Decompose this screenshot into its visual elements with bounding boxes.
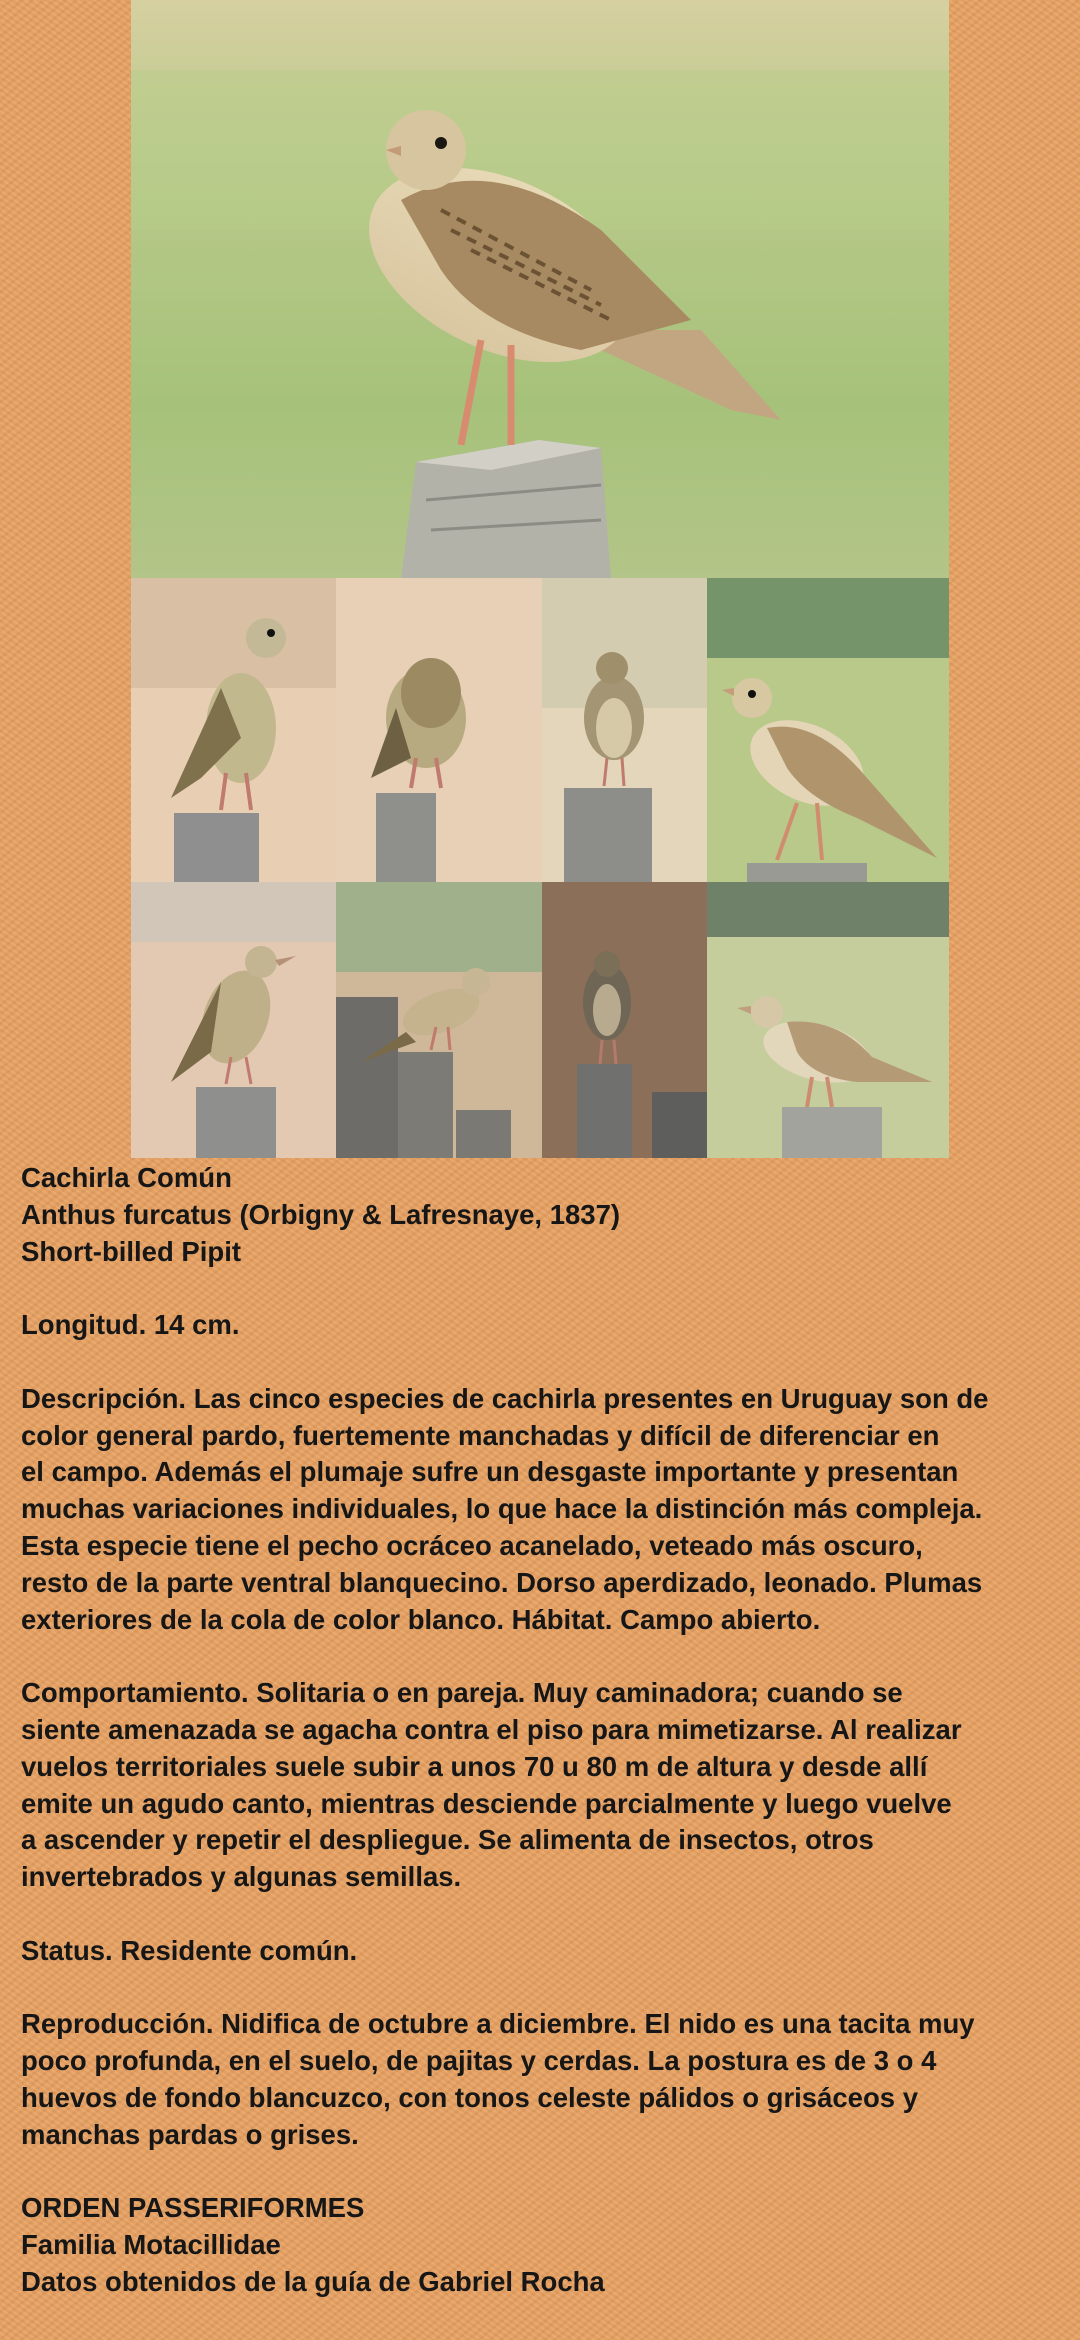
source-credit: Datos obtenidos de la guía de Gabriel Rocha [21, 2265, 605, 2297]
main-bird-photo [131, 0, 949, 578]
reproduction-section [21, 2006, 1061, 2153]
reproduction-line: huevos de fondo blancuzco, con tonos celeste pálidos o grisáceos y [21, 2081, 918, 2113]
description-section [21, 1381, 1061, 1639]
bird-photo-7 [336, 882, 542, 1158]
reproduction-line: Reproducción. Nidifica de octubre a diciembre. El nido es una tacita muy [21, 2008, 975, 2040]
spacer [21, 1638, 1061, 1675]
description-line: exteriores de la cola de color blanco. Hábitat. Campo abierto. [21, 1603, 821, 1635]
spacer [21, 1970, 1061, 2007]
bird-photo-6 [131, 882, 336, 1158]
spacer [21, 1896, 1061, 1933]
spacer [21, 2154, 1061, 2191]
bird-photo-9 [707, 882, 949, 1158]
bird-photo-2 [131, 578, 336, 882]
common-name: Cachirla Común [21, 1162, 232, 1193]
reproduction-line: manchas pardas o grises. [21, 2118, 359, 2150]
reproduction-line: poco profunda, en el suelo, de pajitas y cerdas. La postura es de 3 o 4 [21, 2045, 937, 2077]
spacer [21, 1270, 1061, 1307]
description-line: muchas variaciones individuales, lo que hace la distinción más compleja. [21, 1493, 983, 1525]
bird-photo-4 [542, 578, 707, 882]
behavior-line: vuelos territoriales suele subir a unos 70 u 80 m de altura y desde allí [21, 1750, 928, 1782]
bird-photo-3 [336, 578, 542, 882]
description-line: Descripción. Las cinco especies de cachirla presentes en Uruguay son de [21, 1382, 989, 1414]
english-name: Short-billed Pipit [21, 1235, 241, 1267]
behavior-line: emite un agudo canto, mientras desciende parcialmente y luego vuelve [21, 1787, 952, 1819]
scientific-name: Anthus furcatus (Orbigny & Lafresnaye, 1837) [21, 1198, 621, 1230]
behavior-line: invertebrados y algunas semillas. [21, 1861, 462, 1893]
behavior-line: siente amenazada se agacha contra el piso para mimetizarse. Al realizar [21, 1713, 962, 1745]
behavior-line: Comportamiento. Solitaria o en pareja. Muy caminadora; cuando se [21, 1677, 903, 1709]
bird-photo-gallery [131, 0, 949, 1158]
description-line: Esta especie tiene el pecho ocráceo acanelado, veteado más oscuro, [21, 1529, 923, 1561]
family-name: Familia Motacillidae [21, 2229, 281, 2261]
description-line: el campo. Además el plumaje sufre un desgaste importante y presentan [21, 1456, 959, 1488]
behavior-line: a ascender y repetir el despliegue. Se alimenta de insectos, otros [21, 1824, 874, 1856]
status-info: Status. Residente común. [21, 1934, 358, 1966]
bird-photo-8 [542, 882, 707, 1158]
description-line: color general pardo, fuertemente manchadas y difícil de diferenciar en [21, 1419, 940, 1451]
length-info: Longitud. 14 cm. [21, 1309, 240, 1341]
description-line: resto de la parte ventral blanquecino. Dorso aperdizado, leonado. Plumas [21, 1566, 983, 1598]
order-name: ORDEN PASSERIFORMES [21, 2192, 365, 2224]
behavior-section [21, 1675, 1061, 1896]
bird-photo-5 [707, 578, 949, 882]
species-info [21, 1160, 1061, 2301]
spacer [21, 1344, 1061, 1381]
